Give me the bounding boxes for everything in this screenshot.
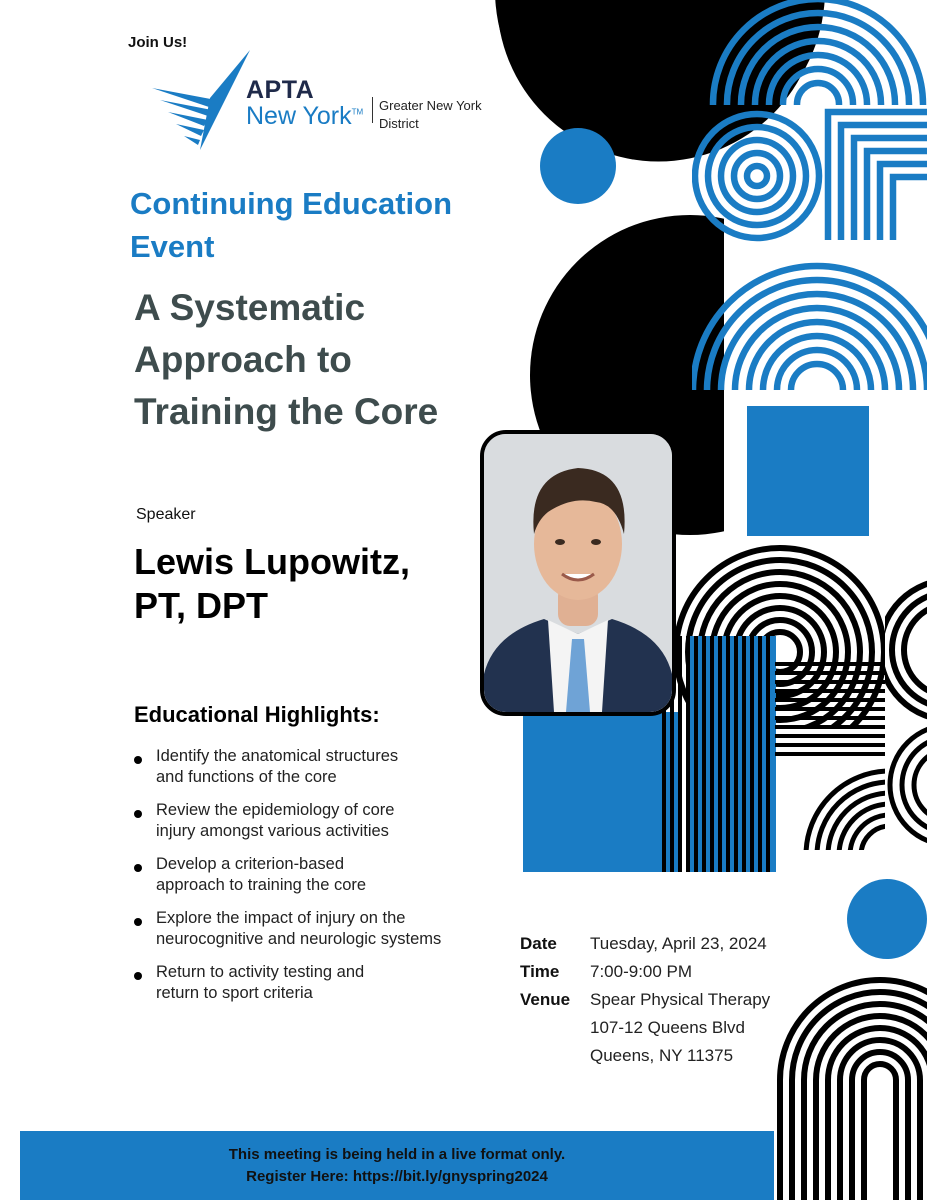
logo-apta-text: APTA xyxy=(246,76,315,104)
blue-circle-small xyxy=(540,128,616,204)
bullet-icon xyxy=(134,972,142,980)
time-label: Time xyxy=(520,962,560,981)
date-label: Date xyxy=(520,934,557,953)
venue-line2: 107-12 Queens Blvd xyxy=(590,1018,745,1037)
footer-banner xyxy=(20,1131,774,1200)
logo-trademark: TM xyxy=(351,107,364,117)
venue-line3: Queens, NY 11375 xyxy=(590,1046,734,1065)
apta-triangle-mark-icon xyxy=(150,50,250,150)
bullet-icon xyxy=(134,756,142,764)
blue-square xyxy=(747,406,869,536)
date-value: Tuesday, April 23, 2024 xyxy=(590,934,767,953)
highlights-list xyxy=(132,746,502,1016)
venue-label: Venue xyxy=(520,990,571,1009)
speaker-photo xyxy=(480,430,676,716)
logo-new-york-text: New York™ xyxy=(246,102,364,130)
list-item: Explore the impact of injury on the neurocognitive and neurologic systems xyxy=(132,908,502,950)
join-us-label: Join Us! xyxy=(128,34,188,51)
time-value: 7:00-9:00 PM xyxy=(590,962,693,981)
event-heading: Continuing Education Event xyxy=(130,186,453,264)
speaker-label: Speaker xyxy=(136,506,196,523)
speaker-portrait-icon xyxy=(484,434,672,712)
logo-district: Greater New York District xyxy=(379,98,482,131)
list-item: Review the epidemiology of core injury amongst various activities xyxy=(132,800,502,842)
blue-rectangle xyxy=(523,712,680,872)
blue-circle-bottom xyxy=(847,879,927,959)
apta-logo xyxy=(150,50,510,150)
bullet-icon xyxy=(134,918,142,926)
footer-format-note: This meeting is being held in a live format only. xyxy=(228,1146,566,1163)
bullet-icon xyxy=(134,810,142,818)
list-item: Develop a criterion-based approach to training the core xyxy=(132,854,502,896)
highlights-heading: Educational Highlights: xyxy=(134,702,380,727)
venue-line1: Spear Physical Therapy xyxy=(590,990,771,1009)
footer-register-link[interactable]: Register Here: https://bit.ly/gnyspring2024 xyxy=(246,1168,548,1185)
speaker-name: Lewis Lupowitz, PT, DPT xyxy=(134,541,410,626)
logo-divider xyxy=(372,97,373,123)
list-item: Identify the anatomical structures and functions of the core xyxy=(132,746,502,788)
bullet-icon xyxy=(134,864,142,872)
event-title: A Systematic Approach to Training the Core xyxy=(134,287,439,432)
list-item: Return to activity testing and return to sport criteria xyxy=(132,962,502,1004)
